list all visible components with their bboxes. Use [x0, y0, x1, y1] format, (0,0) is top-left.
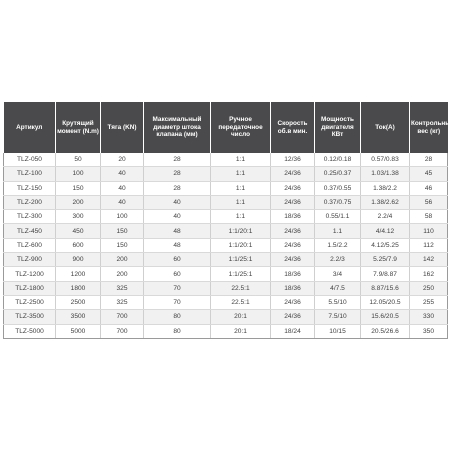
- table-cell: 112: [410, 238, 448, 252]
- table-cell: 1:1/20:1: [211, 238, 271, 252]
- table-cell: 40: [144, 210, 211, 224]
- table-cell: 28: [144, 167, 211, 181]
- table-cell: 70: [144, 281, 211, 295]
- table-row: [4, 324, 448, 338]
- table-cell: TLZ-900: [4, 253, 56, 267]
- column-header-motor-power: Мощность двигателя КВт: [315, 102, 361, 153]
- table-cell: 110: [410, 224, 448, 238]
- table-cell: 20: [101, 153, 144, 167]
- table-cell: 1.1: [315, 224, 361, 238]
- table-cell: 46: [410, 181, 448, 195]
- table-cell: 80: [144, 310, 211, 324]
- table-cell: 1200: [56, 267, 101, 281]
- table-cell: 1:1: [211, 181, 271, 195]
- table-cell: 60: [144, 253, 211, 267]
- table-cell: 1:1/25:1: [211, 267, 271, 281]
- table-cell: 3/4: [315, 267, 361, 281]
- table-cell: 4/7.5: [315, 281, 361, 295]
- table-row: [4, 238, 448, 252]
- table-cell: 18/36: [271, 210, 315, 224]
- table-cell: 0.37/0.75: [315, 195, 361, 209]
- table-cell: 40: [101, 167, 144, 181]
- column-header-weight: Контрольный вес (кг): [410, 102, 448, 153]
- table-cell: 24/36: [271, 181, 315, 195]
- table-cell: 0.12/0.18: [315, 153, 361, 167]
- table-cell: 18/36: [271, 281, 315, 295]
- table-cell: 8.87/15.6: [361, 281, 410, 295]
- table-cell: 48: [144, 238, 211, 252]
- table-cell: 450: [56, 224, 101, 238]
- table-cell: 48: [144, 224, 211, 238]
- column-header-speed: Скорость об.в мин.: [271, 102, 315, 153]
- table-cell: 5000: [56, 324, 101, 338]
- table-cell: 1.38/2.2: [361, 181, 410, 195]
- table-cell: 24/36: [271, 253, 315, 267]
- table-cell: 22.5:1: [211, 281, 271, 295]
- table-cell: 0.25/0.37: [315, 167, 361, 181]
- table-cell: 24/36: [271, 224, 315, 238]
- table-row: [4, 310, 448, 324]
- table-cell: 1.03/1.38: [361, 167, 410, 181]
- table-cell: 60: [144, 267, 211, 281]
- table-cell: 350: [410, 324, 448, 338]
- table-cell: 20:1: [211, 310, 271, 324]
- table-row: [4, 281, 448, 295]
- table-cell: 40: [101, 181, 144, 195]
- table-cell: 1:1/20:1: [211, 224, 271, 238]
- table-cell: TLZ-450: [4, 224, 56, 238]
- table-cell: 700: [101, 324, 144, 338]
- table-cell: 200: [101, 253, 144, 267]
- table-row: [4, 153, 448, 167]
- table-cell: TLZ-5000: [4, 324, 56, 338]
- table-cell: 330: [410, 310, 448, 324]
- table-cell: 2.2/3: [315, 253, 361, 267]
- table-cell: 1.5/2.2: [315, 238, 361, 252]
- table-row: [4, 195, 448, 209]
- table-cell: TLZ-1800: [4, 281, 56, 295]
- table-cell: 58: [410, 210, 448, 224]
- table-row: [4, 267, 448, 281]
- table-cell: TLZ-600: [4, 238, 56, 252]
- table-row: [4, 295, 448, 309]
- table-cell: 142: [410, 253, 448, 267]
- table-cell: 12/36: [271, 153, 315, 167]
- table-cell: 28: [144, 153, 211, 167]
- table-cell: 70: [144, 295, 211, 309]
- table-cell: 2.2/4: [361, 210, 410, 224]
- table-body: [4, 153, 448, 338]
- table-cell: 24/36: [271, 195, 315, 209]
- table-cell: 15.6/20.5: [361, 310, 410, 324]
- table-cell: 28: [410, 153, 448, 167]
- table-cell: 5.25/7.9: [361, 253, 410, 267]
- table-cell: TLZ-3500: [4, 310, 56, 324]
- table-cell: 3500: [56, 310, 101, 324]
- table-cell: 150: [101, 224, 144, 238]
- table-row: [4, 181, 448, 195]
- table-cell: 1:1/25:1: [211, 253, 271, 267]
- table-cell: 4.12/5.25: [361, 238, 410, 252]
- table-cell: 600: [56, 238, 101, 252]
- table-header-row: [4, 102, 448, 153]
- table-cell: TLZ-100: [4, 167, 56, 181]
- table-cell: 24/36: [271, 238, 315, 252]
- table-row: [4, 167, 448, 181]
- table-cell: 200: [56, 195, 101, 209]
- column-header-thrust: Тяга (KN): [101, 102, 144, 153]
- table-cell: 1800: [56, 281, 101, 295]
- table-cell: 12.05/20.5: [361, 295, 410, 309]
- table-cell: 100: [101, 210, 144, 224]
- table-cell: 200: [101, 267, 144, 281]
- table-cell: 300: [56, 210, 101, 224]
- table-cell: 150: [101, 238, 144, 252]
- table-cell: 45: [410, 167, 448, 181]
- table-cell: TLZ-300: [4, 210, 56, 224]
- table-cell: TLZ-050: [4, 153, 56, 167]
- table-cell: 24/36: [271, 310, 315, 324]
- table-cell: 4/4.12: [361, 224, 410, 238]
- table-cell: 255: [410, 295, 448, 309]
- table-cell: 5.5/10: [315, 295, 361, 309]
- table-cell: 325: [101, 281, 144, 295]
- table-cell: 1:1: [211, 153, 271, 167]
- table-cell: 24/36: [271, 295, 315, 309]
- column-header-manual-gear-ratio: Ручное передаточное число: [211, 102, 271, 153]
- table-cell: 18/24: [271, 324, 315, 338]
- table-cell: 20:1: [211, 324, 271, 338]
- table-cell: 50: [56, 153, 101, 167]
- table-row: [4, 224, 448, 238]
- table-cell: 80: [144, 324, 211, 338]
- table-cell: 900: [56, 253, 101, 267]
- column-header-torque: Крутящий момент (N.m): [56, 102, 101, 153]
- table-row: [4, 210, 448, 224]
- table-cell: 56: [410, 195, 448, 209]
- table-cell: TLZ-150: [4, 181, 56, 195]
- column-header-max-stem-diameter: Максимальный диаметр штока клапана (мм): [144, 102, 211, 153]
- table-cell: 24/36: [271, 167, 315, 181]
- table-cell: 22.5:1: [211, 295, 271, 309]
- table-cell: 2500: [56, 295, 101, 309]
- table-cell: 325: [101, 295, 144, 309]
- table-cell: 0.57/0.83: [361, 153, 410, 167]
- spec-table: [3, 102, 455, 339]
- table-cell: 18/36: [271, 267, 315, 281]
- table-cell: 700: [101, 310, 144, 324]
- table-cell: 162: [410, 267, 448, 281]
- table-cell: 0.55/1.1: [315, 210, 361, 224]
- table-cell: 40: [101, 195, 144, 209]
- table-cell: TLZ-1200: [4, 267, 56, 281]
- table-cell: 1.38/2.62: [361, 195, 410, 209]
- table-cell: 150: [56, 181, 101, 195]
- table-cell: 1:1: [211, 167, 271, 181]
- table-cell: 250: [410, 281, 448, 295]
- table-cell: TLZ-2500: [4, 295, 56, 309]
- table-cell: 100: [56, 167, 101, 181]
- table-cell: 10/15: [315, 324, 361, 338]
- column-header-article: Артикул: [4, 102, 56, 153]
- table-cell: 7.9/8.87: [361, 267, 410, 281]
- table-cell: 1:1: [211, 210, 271, 224]
- column-header-current: Ток(А): [361, 102, 410, 153]
- table-cell: 7.5/10: [315, 310, 361, 324]
- table-cell: 0.37/0.55: [315, 181, 361, 195]
- table-cell: 20.5/26.6: [361, 324, 410, 338]
- table-cell: 28: [144, 181, 211, 195]
- table-cell: TLZ-200: [4, 195, 56, 209]
- table-cell: 1:1: [211, 195, 271, 209]
- table-cell: 40: [144, 195, 211, 209]
- table-row: [4, 253, 448, 267]
